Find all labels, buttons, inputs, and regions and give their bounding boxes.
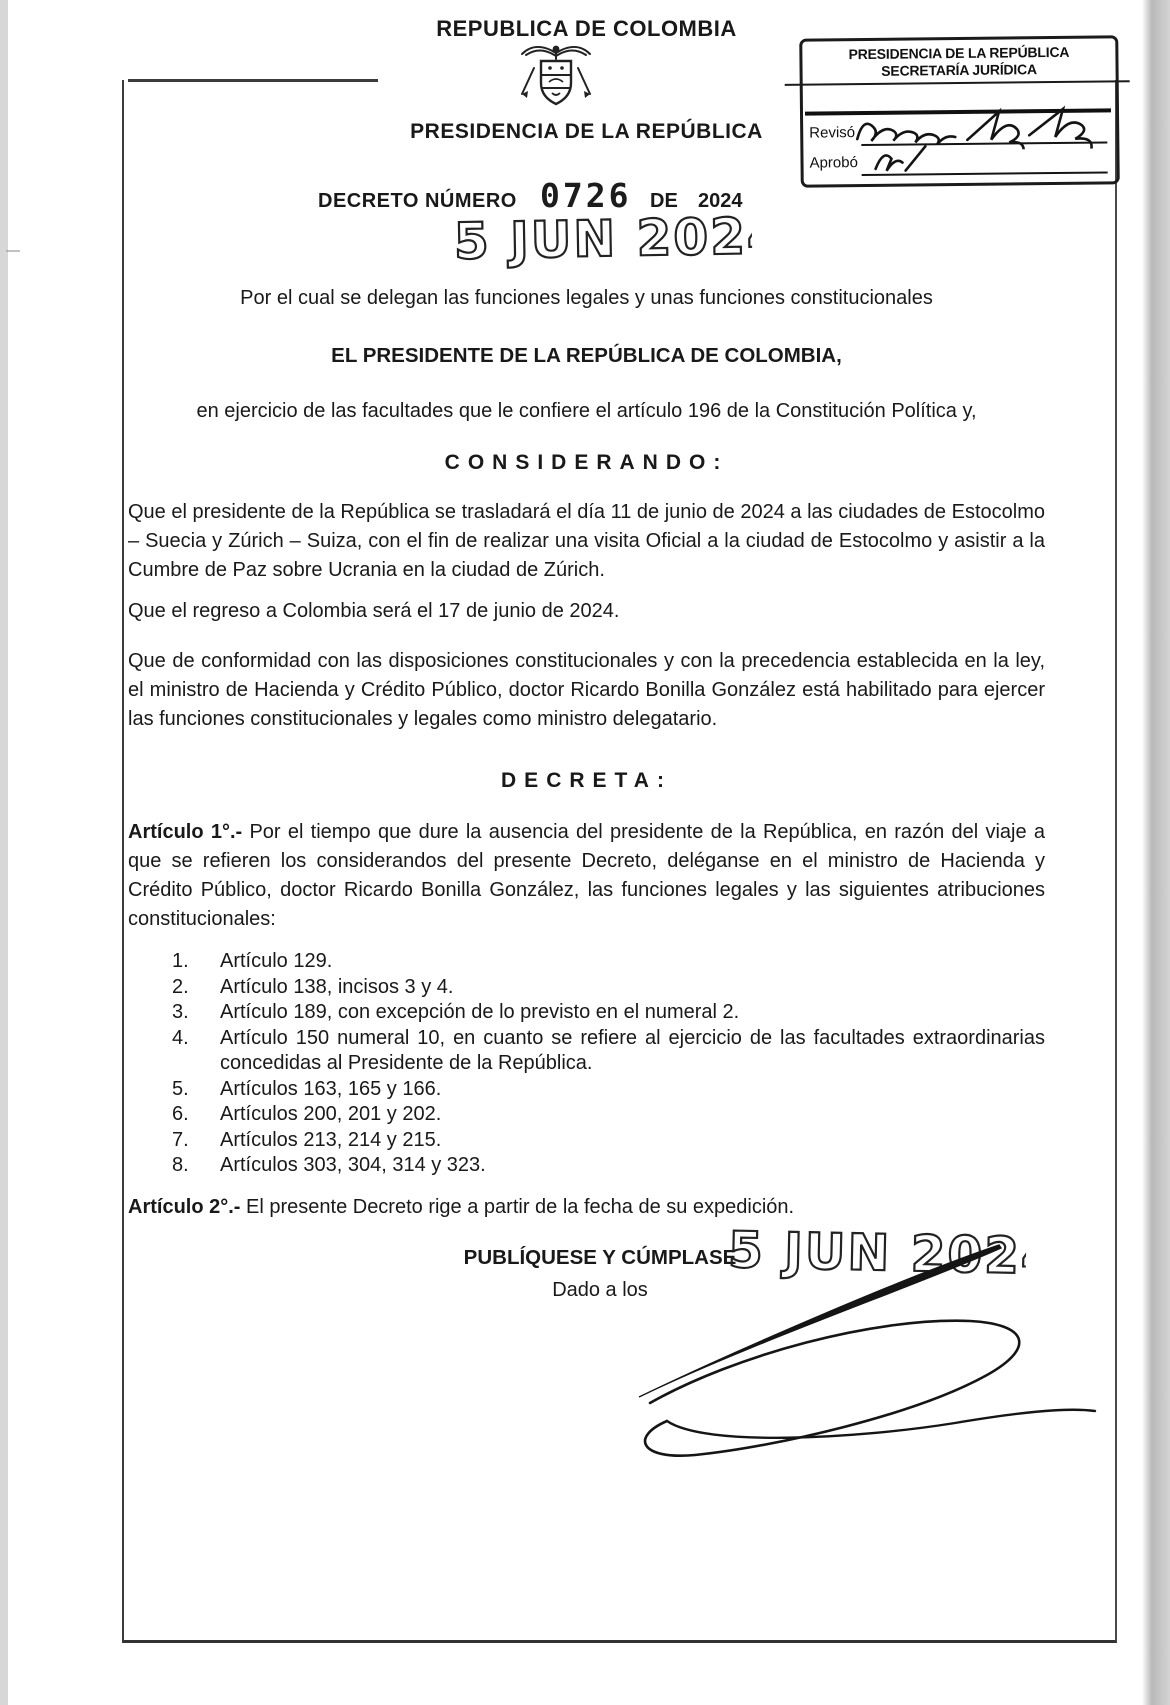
list-item-text: Artículo 150 numeral 10, en cuanto se refiere al ejercicio de las facultades extraordinarias concedidas al Presidente de la República. bbox=[220, 1026, 1045, 1074]
reviewed-signature-line bbox=[861, 141, 1107, 146]
list-item-text: Artículo 189, con excepción de lo previsto en el numeral 2. bbox=[220, 1001, 740, 1023]
article-1-paragraph bbox=[128, 818, 1045, 934]
letterhead-country: REPUBLICA DE COLOMBIA bbox=[436, 16, 737, 41]
scan-edge-left bbox=[0, 0, 8, 1705]
review-stamp-subtitle: SECRETARÍA JURÍDICA bbox=[881, 61, 1037, 79]
date-stamp-bottom-text: 5 JUN 2024 bbox=[727, 1220, 1027, 1286]
scan-edge-right bbox=[1142, 0, 1170, 1705]
decree-of-label: DE bbox=[650, 190, 678, 212]
list-item bbox=[128, 975, 1045, 1001]
article-1-label: Artículo 1°.- bbox=[128, 821, 243, 843]
list-item-number: 3. bbox=[172, 1001, 189, 1023]
article-2-label: Artículo 2°.- bbox=[128, 1196, 241, 1218]
delegated-articles-list bbox=[128, 949, 1045, 1179]
decree-number-value: 0726 bbox=[540, 176, 632, 215]
decree-subject: Por el cual se delegan las funciones legales y unas funciones constitucionales bbox=[240, 287, 933, 309]
list-item-text: Artículo 129. bbox=[220, 950, 333, 972]
list-item-text: Artículos 303, 304, 314 y 323. bbox=[220, 1154, 486, 1176]
considering-paragraph-1: Que el presidente de la República se trasladará el día 11 de junio de 2024 a las ciudades de Estocolmo – Suecia y Zúrich – Suiza, con el fin de realizar una visita Oficial a la ciudad de Estocolmo y asistir a la Cumbre de Paz sobre Ucrania en la ciudad de Zúrich. bbox=[128, 501, 1045, 581]
review-stamp-box bbox=[799, 35, 1120, 187]
list-item bbox=[128, 1153, 1045, 1179]
approved-row bbox=[809, 148, 1109, 177]
list-item-text: Artículos 163, 165 y 166. bbox=[220, 1077, 442, 1100]
list-item bbox=[128, 1128, 1045, 1154]
list-item-text: Artículos 200, 201 y 202. bbox=[220, 1103, 442, 1125]
date-stamp-top bbox=[451, 203, 752, 279]
list-item bbox=[128, 1102, 1045, 1128]
reviewed-row bbox=[809, 118, 1109, 147]
list-item-number: 1. bbox=[172, 950, 189, 972]
article-1-text: Por el tiempo que dure la ausencia del presidente de la República, en razón del viaje a que se refieren los considerandos del presente Decreto, deléganse en el ministro de Hacienda y Crédito Público, doctor Ricardo Bonilla González, las funciones legales y las siguientes atribuciones constitucionales: bbox=[128, 821, 1046, 930]
considering-paragraph-2: Que el regreso a Colombia será el 17 de junio de 2024. bbox=[128, 600, 620, 622]
article-2-text: El presente Decreto rige a partir de la fecha de su expedición. bbox=[246, 1196, 795, 1218]
review-stamp-divider bbox=[805, 108, 1111, 115]
list-item bbox=[128, 949, 1045, 975]
approved-signature-line bbox=[862, 171, 1108, 176]
list-item-number: 4. bbox=[172, 1026, 189, 1049]
approved-label: Aprobó bbox=[809, 154, 858, 172]
list-item-number: 7. bbox=[172, 1128, 189, 1151]
decree-authority: en ejercicio de las facultades que le confiere el artículo 196 de la Constitución Política y, bbox=[196, 400, 977, 422]
list-item-number: 8. bbox=[172, 1154, 189, 1176]
list-item-number: 6. bbox=[172, 1103, 189, 1125]
decree-year: 2024 bbox=[698, 190, 743, 212]
reviewed-label: Revisó bbox=[809, 124, 856, 142]
list-item-text: Artículo 138, incisos 3 y 4. bbox=[220, 975, 454, 998]
letterhead-office: PRESIDENCIA DE LA REPÚBLICA bbox=[410, 120, 763, 143]
president-signature bbox=[555, 1235, 1105, 1460]
considering-paragraph-3: Que de conformidad con las disposiciones constitucionales y con la precedencia establecida en la ley, el ministro de Hacienda y Crédito Público, doctor Ricardo Bonilla González está habilitado para ejercer las funciones constitucionales y legales como ministro delegatario. bbox=[128, 650, 1045, 730]
date-stamp-top-text: 5 JUN 2024 bbox=[453, 206, 753, 271]
given-at-line: Dado a los bbox=[552, 1279, 648, 1301]
list-item-number: 2. bbox=[172, 975, 189, 998]
article-2-paragraph bbox=[128, 1193, 1045, 1222]
document-frame-top-border bbox=[128, 79, 378, 82]
decree-issuer: EL PRESIDENTE DE LA REPÚBLICA DE COLOMBIA, bbox=[331, 344, 842, 367]
colombia-coat-of-arms-icon bbox=[516, 38, 596, 118]
review-stamp-title: PRESIDENCIA DE LA REPÚBLICA bbox=[848, 43, 1070, 63]
list-item-text: Artículos 213, 214 y 215. bbox=[220, 1128, 442, 1151]
list-item-number: 5. bbox=[172, 1077, 189, 1100]
decree-number-label: DECRETO NÚMERO bbox=[318, 190, 517, 212]
review-stamp-underline bbox=[785, 80, 1130, 86]
list-item bbox=[128, 1077, 1045, 1103]
enacting-heading: DECRETA: bbox=[501, 769, 672, 792]
publish-and-comply-line: PUBLÍQUESE Y CÚMPLASE bbox=[463, 1246, 737, 1269]
considering-heading: CONSIDERANDO: bbox=[444, 451, 729, 474]
list-item bbox=[128, 1026, 1045, 1077]
list-item bbox=[128, 1000, 1045, 1026]
scan-artifact bbox=[6, 250, 20, 252]
